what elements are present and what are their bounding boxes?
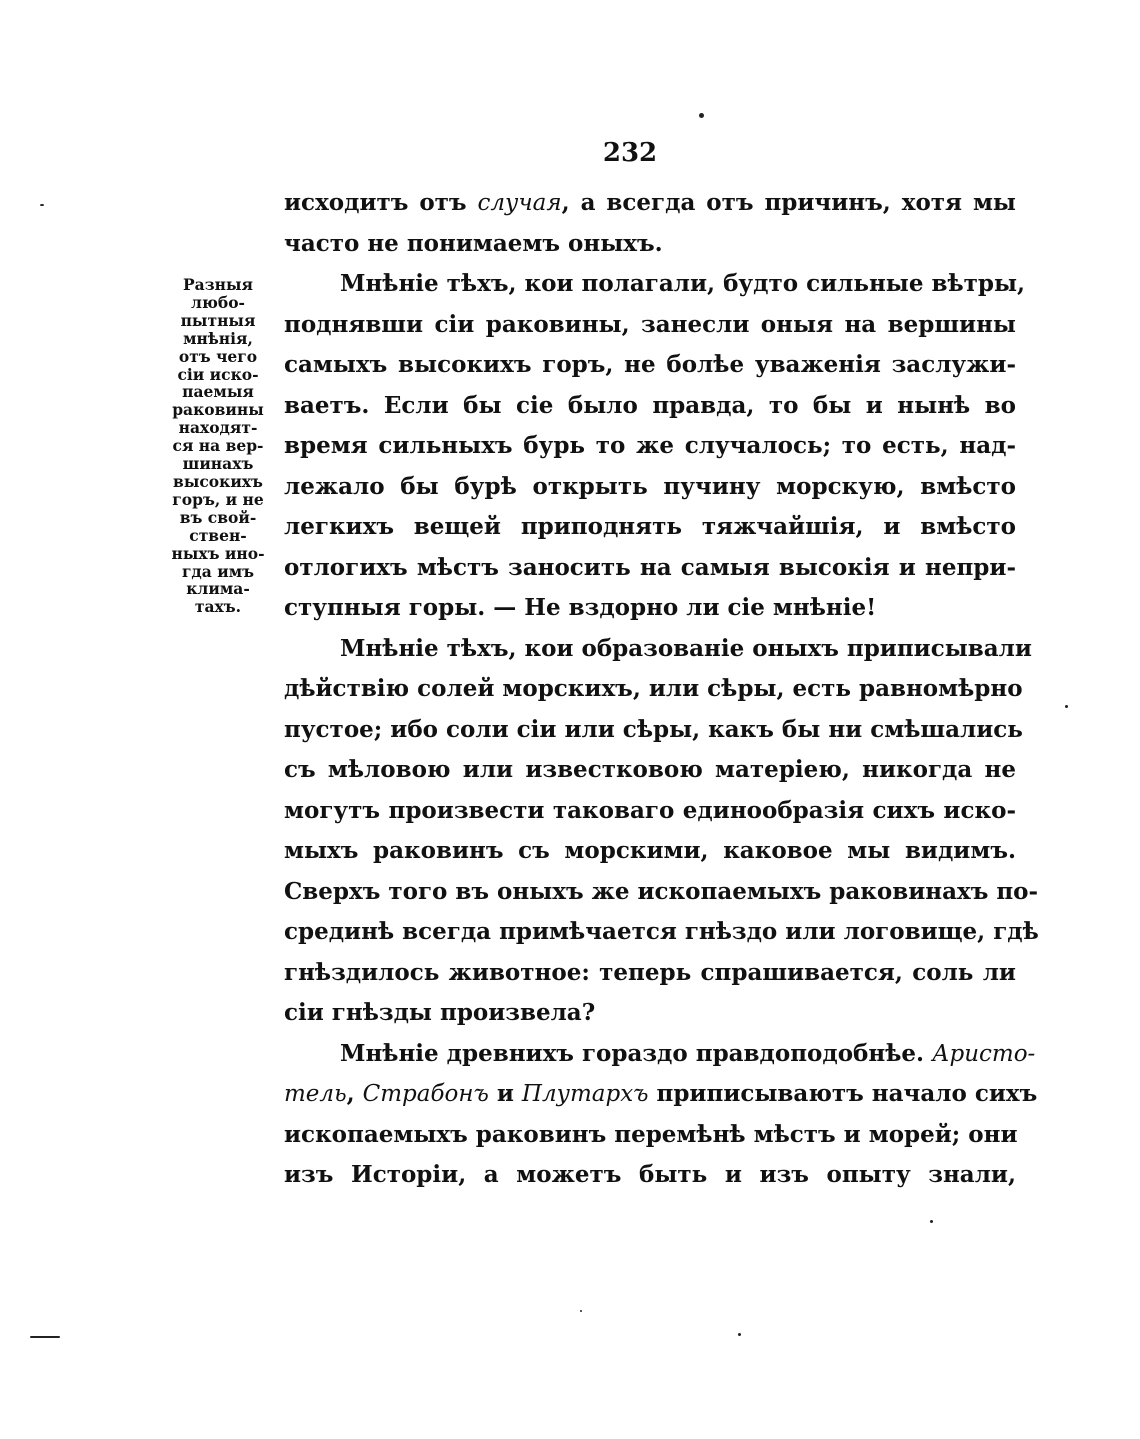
text-line: изъ Исторіи, а можетъ быть и изъ опыту знали, [284,1161,1016,1188]
scan-speck [30,1336,60,1338]
text-line: могутъ произвести таковаго единообразія сихъ иско- [284,796,1016,824]
margin-note-line: Разныя [183,275,253,294]
margin-note-line: отъ чего [178,346,258,366]
scan-speck [40,204,44,206]
scan-speck [930,1220,933,1223]
text-line: пустое; ибо соли сіи или сѣры, какъ бы ни смѣшались [284,715,1023,743]
page-number: 232 [602,138,658,168]
text-line: время сильныхъ бурь то же случалось; то есть, над- [284,432,1016,459]
body-text [284,183,1039,1196]
margin-note-line: шинахъ [182,454,254,474]
scan-speck [1065,705,1068,708]
paragraph-start-line: Мнѣніе древнихъ гораздо правдоподобнѣе. Аристо- [340,1039,1036,1067]
margin-note-line: пытныя [180,310,256,330]
margin-note-line: въ свой- [179,507,257,527]
text-line: ступныя горы. — Не вздорно ли сіе мнѣніе! [284,594,877,621]
margin-note-line: раковины [172,400,264,420]
margin-note-line: тахъ. [194,597,242,617]
text-line: срединѣ всегда примѣчается гнѣздо или логовище, гдѣ [284,918,1039,945]
margin-note-line: находят- [178,418,258,438]
text-line: съ мѣловою или известковою матеріею, никогда не [284,756,1016,783]
scan-speck [738,1333,741,1336]
text-line: дѣйствію солей морскихъ, или сѣры, есть равномѣрно [284,675,1023,702]
text-line: ископаемыхъ раковинъ перемѣнѣ мѣстъ и морей; они [284,1120,1018,1148]
margin-note [158,276,278,616]
text-line: самыхъ высокихъ горъ, не болѣе уваженія заслужи- [284,351,1016,378]
text-line: лежало бы бурѣ открыть пучину морскую, вмѣсто [284,472,1016,500]
text-line: ваетъ. Если бы сіе было правда, то бы и нынѣ во [284,391,1016,419]
text-line: часто не понимаемъ оныхъ. [284,229,663,257]
text-line: Сверхъ того въ оныхъ же ископаемыхъ раковинахъ по- [284,877,1039,905]
paragraph-start-line: Мнѣніе тѣхъ, кои полагали, будто сильные вѣтры, [340,270,1026,297]
margin-note-line: горъ, и не [172,489,264,509]
margin-note-line: паемыя [182,382,254,402]
text-line: гнѣздилось животное: теперь спрашивается, соль ли [284,958,1016,986]
text-line: сіи гнѣзды произвела? [284,999,596,1026]
scan-speck [699,113,704,118]
margin-note-line: гда имъ [181,561,255,581]
margin-note-line: мнѣнія, [183,328,253,348]
margin-note-line: ствен- [189,525,247,545]
text-line: исходитъ отъ случая, а всегда отъ причинъ, хотя мы [284,189,1016,216]
text-line: поднявши сіи раковины, занесли оныя на вершины [284,310,1016,338]
scan-speck [580,1310,582,1312]
margin-note-line: любо- [191,292,245,312]
margin-note-line: ныхъ ино- [171,543,265,563]
text-line: мыхъ раковинъ съ морскими, каковое мы видимъ. [284,837,1016,864]
margin-note-line: высокихъ [173,471,263,491]
text-line: отлогихъ мѣстъ заносить на самыя высокія и непри- [284,553,1016,581]
margin-note-line: клима- [186,579,250,599]
paragraph-start-line: Мнѣніе тѣхъ, кои образованіе оныхъ приписывали [340,634,1032,662]
margin-note-line: ся на вер- [172,436,264,456]
text-line: тель, Страбонъ и Плутархъ приписываютъ начало сихъ [284,1080,1038,1107]
margin-note-line: сіи иско- [177,364,259,384]
text-line: легкихъ вещей приподнять тяжчайшія, и вмѣсто [284,513,1016,540]
